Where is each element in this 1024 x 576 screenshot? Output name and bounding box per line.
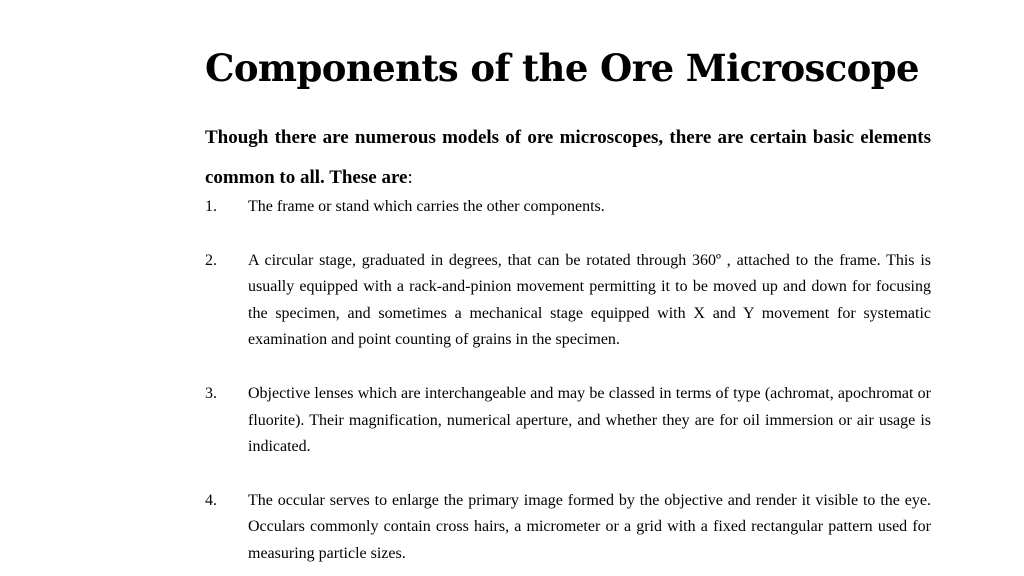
list-item-number: 1. [205, 198, 217, 215]
intro-paragraph [205, 118, 931, 198]
list-item [205, 488, 931, 568]
page-title: Components of the Ore Microscope [205, 46, 919, 90]
components-list [205, 194, 931, 568]
list-item [205, 248, 931, 354]
list-item [205, 194, 931, 221]
list-item-text: Objective lenses which are interchangeable and may be classed in terms of type (achromat, apochromat or fluorite). Their magnification, numerical aperture, and whether they are for oil immersion or air usage is indicated. [248, 384, 931, 456]
list-item-number: 4. [205, 491, 217, 509]
list-item-text: The occular serves to enlarge the primary image formed by the objective and render it visible to the eye. Occulars commonly contain cross hairs, a micrometer or a grid with a fixed rectangular pattern used for measuring particle sizes. [248, 491, 931, 562]
intro-colon: : [407, 167, 413, 188]
list-item-text: A circular stage, graduated in degrees, that can be rotated through 360º , attached to the frame. This is usually equipped with a rack-and-pinion movement permitting it to be moved up and down for focusing the specimen, and sometimes a mechanical stage equipped with X and Y movement for systematic examination and point counting of grains in the specimen. [248, 251, 931, 349]
intro-bold-text: Though there are numerous models of ore microscopes, there are certain basic elements common to all. These are [205, 127, 931, 188]
list-item [205, 381, 931, 461]
list-item-text: The frame or stand which carries the other components. [248, 198, 605, 215]
list-item-number: 2. [205, 251, 217, 269]
list-item-number: 3. [205, 384, 217, 402]
